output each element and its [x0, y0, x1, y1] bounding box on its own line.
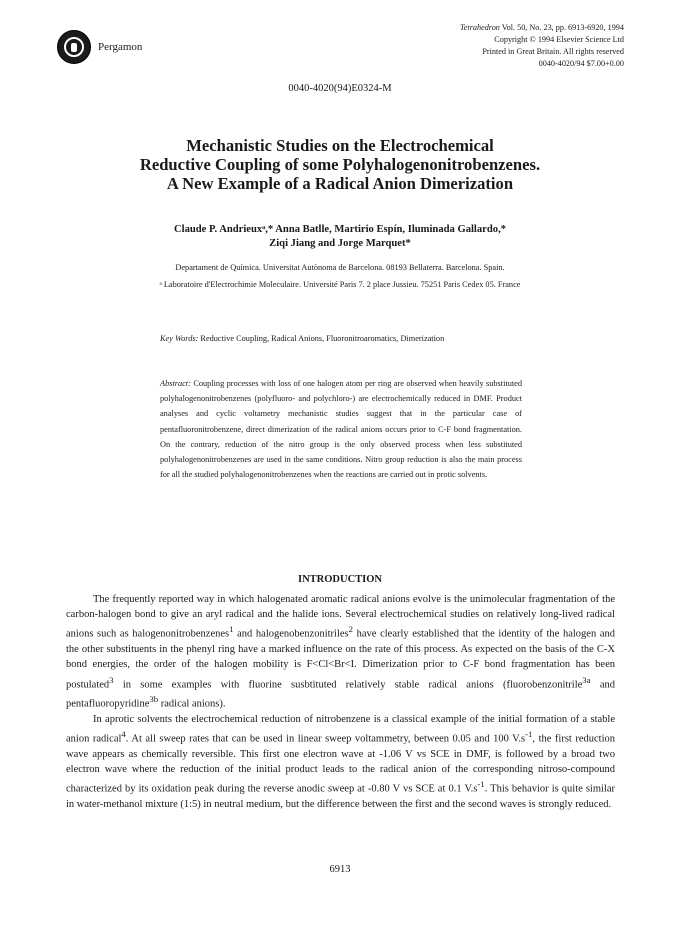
- unit-superscript: -1: [477, 779, 485, 790]
- p1-text-d: in some examples with fluorine susbtituted relatively stable radical anions (fluorobenzonitrile: [113, 679, 583, 691]
- ref-superscript: 2: [348, 624, 354, 635]
- journal-name: Tetrahedron: [460, 23, 500, 32]
- p1-text-b: and halogenobenzonitriles: [233, 628, 349, 640]
- abstract: [160, 376, 522, 482]
- title-line-1: Mechanistic Studies on the Electrochemical: [186, 136, 494, 155]
- authors-line-2: Ziqi Jiang and Jorge Marquet*: [269, 238, 411, 249]
- p2-text-d: . This behavior is quite similar in water-methanol mixture (1:5) in neutral medium, but the difference between the first and the second waves is strongly reduced.: [66, 783, 615, 810]
- authors-line-1: Claude P. Andrieuxᵃ,* Anna Batlle, Martirio Espín, Iluminada Gallardo,*: [173, 224, 507, 235]
- title-line-3: A New Example of a Radical Anion Dimerization: [166, 174, 514, 193]
- page-number: 6913: [329, 864, 351, 875]
- p1-text-c: have clearly established that the identity of the halogen and the other substituents in the phenyl ring have a marked influence on the rate of this process. As expected on the basis of the C-X bond energies, the order of the halogen mobility is F<Cl<Br<I. Dimerization prior to C-F bond fragmentation has been postulated: [66, 628, 615, 691]
- abstract-label: Abstract:: [160, 379, 191, 388]
- article-code: 0040-4020(94)E0324-M: [288, 83, 392, 94]
- ref-superscript: 3b: [149, 694, 159, 705]
- unit-superscript: -1: [525, 729, 533, 740]
- keywords: [160, 334, 444, 343]
- ref-superscript: 4: [121, 729, 126, 740]
- ref-superscript: 1: [229, 624, 234, 635]
- article-title: [60, 136, 620, 193]
- author-list: [60, 223, 620, 251]
- pergamon-logo-icon: [57, 30, 91, 64]
- printed-line: Printed in Great Britain. All rights reserved: [482, 47, 624, 56]
- p1-text-e: and pentafluoropyridine: [66, 679, 615, 710]
- p2-text-c: , the first reduction wave appears as chemically reversible. This first one electron wave at -1.06 V vs SCE in DMF, is followed by a broad two electron wave where the reduction of the initial product leads to the radical anion of the corresponding nitroso-compound characterized by its oxidation peak during the reverse anodic sweep at -0.80 V vs SCE at 0.1 V.s: [66, 733, 615, 795]
- copyright-line: Copyright © 1994 Elsevier Science Ltd: [494, 35, 624, 44]
- publisher-name: Pergamon: [98, 41, 143, 53]
- ref-superscript: 3: [109, 674, 114, 685]
- title-line-2: Reductive Coupling of some Polyhalogenonitrobenzenes.: [139, 155, 541, 174]
- p2-text-b: . At all sweep rates that can be used in linear sweep voltammetry, between 0.05 and 100 V.s: [125, 733, 526, 745]
- journal-citation: [324, 22, 624, 34]
- introduction-body: [66, 592, 615, 812]
- ref-superscript: 3a: [582, 674, 591, 685]
- affiliation-2: ᵃ Laboratoire d'Electrochimie Moleculaire. Université Paris 7. 2 place Jussieu. 75251 Paris Cedex 05. France: [159, 280, 521, 289]
- section-heading-introduction: INTRODUCTION: [297, 574, 382, 585]
- issn-price: 0040-4020/94 $7.00+0.00: [538, 59, 624, 68]
- intro-paragraph-1: [66, 592, 615, 712]
- p2-text-a: In aprotic solvents the electrochemical reduction of nitrobenzene is a classical example of the initial formation of a stable anion radical: [66, 713, 615, 745]
- affiliation-1: Departament de Química. Universitat Autònoma de Barcelona. 08193 Bellaterra. Barcelona. Spain.: [175, 263, 505, 272]
- abstract-text: Coupling processes with loss of one halogen atom per ring are observed when heavily substituted polyhalogenonitrobenzenes (polyfluoro- and polychloro-) are electrochemically reduced in DMF. Product analyses and cyclic voltametry mechanistic studies suggest that in the particular case of pentafluoronitrobenzene, direct dimerization of the radical anions occurs prior to C-F bond fragmentation. On the contrary, reduction of the nitro group is the only observed process when less substituted polyhalogenonitrobenzenes are used in the same conditions. Nitro group reduction is also the main process for all the studied polyhalogenonitrobenzenes when the reactions are carried out in protic solvents.: [160, 379, 522, 480]
- intro-paragraph-2: [66, 712, 615, 812]
- keywords-label: Key Words:: [160, 334, 199, 343]
- journal-ref: Vol. 50, No. 23, pp. 6913-6920, 1994: [499, 23, 624, 32]
- journal-header: [324, 22, 624, 70]
- p1-text-a: The frequently reported way in which halogenated aromatic radical anions evolve is the unimolecular fragmentation of the carbon-halogen bond to give an aryl radical and the halide ions. Several electrochemical studies on relatively long-lived radical anions such as halogenonitrobenzenes: [66, 594, 615, 640]
- p1-text-f: radical anions).: [158, 698, 226, 710]
- keywords-text: Reductive Coupling, Radical Anions, Fluoronitroaromatics, Dimerization: [198, 334, 445, 343]
